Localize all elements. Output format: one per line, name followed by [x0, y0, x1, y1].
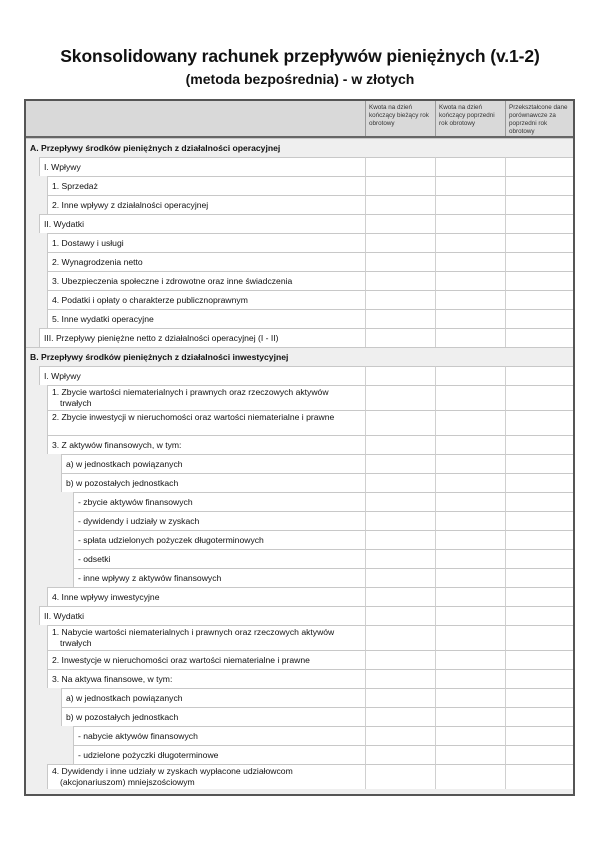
restated-value-cell[interactable]: [505, 587, 573, 606]
restated-value-cell[interactable]: [505, 454, 573, 473]
restated-value-cell[interactable]: [505, 669, 573, 688]
row-label-text: 2. Zbycie inwestycji w nieruchomości oraz wartości niematerialne i prawne: [52, 412, 335, 422]
current-year-value-cell[interactable]: [365, 271, 435, 290]
document-subtitle: (metoda bezpośrednia) - w złotych: [185, 71, 415, 87]
row-label-text: b) w pozostałych jednostkach: [66, 478, 179, 488]
current-year-value-cell[interactable]: [365, 309, 435, 328]
previous-year-value-cell[interactable]: [435, 454, 505, 473]
restated-value-cell[interactable]: [505, 410, 573, 435]
table-row: [26, 214, 573, 233]
previous-year-value-cell[interactable]: [435, 625, 505, 650]
row-label-text: - spłata udzielonych pożyczek długoterminowych: [78, 535, 264, 545]
table-row: [26, 764, 573, 789]
previous-year-value-cell[interactable]: [435, 176, 505, 195]
current-year-value-cell[interactable]: [365, 530, 435, 549]
current-year-value-cell[interactable]: [365, 650, 435, 669]
previous-year-value-cell[interactable]: [435, 568, 505, 587]
row-label-text: 4. Podatki i opłaty o charakterze publicznoprawnym: [52, 295, 248, 305]
row-label: [73, 568, 365, 587]
row-label: [47, 233, 365, 252]
row-label-text: II. Wydatki: [44, 219, 85, 229]
current-year-value-cell[interactable]: [365, 473, 435, 492]
table-row: [26, 271, 573, 290]
table-header: [26, 101, 573, 138]
row-label: [61, 473, 365, 492]
restated-value-cell[interactable]: [505, 650, 573, 669]
current-year-value-cell[interactable]: [365, 707, 435, 726]
previous-year-value-cell[interactable]: [435, 726, 505, 745]
table-row: [26, 568, 573, 587]
previous-year-value-cell[interactable]: [435, 511, 505, 530]
previous-year-value-cell[interactable]: [435, 688, 505, 707]
restated-value-cell[interactable]: [505, 473, 573, 492]
row-label: [47, 252, 365, 271]
cash-flow-table: [24, 99, 575, 796]
restated-value-cell[interactable]: [505, 214, 573, 233]
row-label-text: 1. Zbycie wartości niematerialnych i prawnych oraz rzeczowych aktywów trwałych: [52, 387, 329, 408]
table-row: [26, 606, 573, 625]
current-year-value-cell[interactable]: [365, 492, 435, 511]
table-row: [26, 625, 573, 650]
restated-value-cell[interactable]: [505, 271, 573, 290]
table-row: [26, 745, 573, 764]
table-row: [26, 688, 573, 707]
previous-year-value-cell[interactable]: [435, 366, 505, 385]
restated-value-cell[interactable]: [505, 707, 573, 726]
restated-value-cell[interactable]: [505, 328, 573, 347]
restated-value-cell[interactable]: [505, 233, 573, 252]
restated-value-cell[interactable]: [505, 568, 573, 587]
table-row: [26, 157, 573, 176]
table-row: [26, 650, 573, 669]
restated-value-cell[interactable]: [505, 385, 573, 410]
current-year-value-cell[interactable]: [365, 214, 435, 233]
current-year-value-cell[interactable]: [365, 726, 435, 745]
column-header-current-year: Kwota na dzień kończący bieżący rok obrotowy: [365, 101, 435, 136]
section-row: [26, 347, 573, 366]
previous-year-value-cell[interactable]: [435, 473, 505, 492]
restated-value-cell[interactable]: [505, 549, 573, 568]
current-year-value-cell[interactable]: [365, 669, 435, 688]
table-row: [26, 309, 573, 328]
table-row: [26, 530, 573, 549]
restated-value-cell[interactable]: [505, 157, 573, 176]
restated-value-cell[interactable]: [505, 511, 573, 530]
row-label-text: 1. Dostawy i usługi: [52, 238, 124, 248]
current-year-value-cell: [365, 138, 435, 157]
row-label-text: I. Wpływy: [44, 162, 81, 172]
current-year-value-cell[interactable]: [365, 252, 435, 271]
current-year-value-cell[interactable]: [365, 745, 435, 764]
table-row: [26, 511, 573, 530]
table-row: [26, 454, 573, 473]
restated-value-cell[interactable]: [505, 195, 573, 214]
previous-year-value-cell: [435, 347, 505, 366]
row-label: [47, 650, 365, 669]
previous-year-value-cell[interactable]: [435, 157, 505, 176]
table-row: [26, 549, 573, 568]
previous-year-value-cell[interactable]: [435, 707, 505, 726]
table-row: [26, 726, 573, 745]
restated-value-cell[interactable]: [505, 745, 573, 764]
row-label: [73, 745, 365, 764]
column-header-restated-data: Przekształcone dane porównawcze za poprzedni rok obrotowy: [505, 101, 573, 136]
table-row: [26, 435, 573, 454]
current-year-value-cell[interactable]: [365, 435, 435, 454]
current-year-value-cell[interactable]: [365, 233, 435, 252]
restated-value-cell[interactable]: [505, 606, 573, 625]
row-label-text: 3. Ubezpieczenia społeczne i zdrowotne oraz inne świadczenia: [52, 276, 293, 286]
table-row: [26, 328, 573, 347]
table-row: [26, 707, 573, 726]
table-row: [26, 233, 573, 252]
previous-year-value-cell[interactable]: [435, 214, 505, 233]
row-label: [73, 549, 365, 568]
table-row: [26, 473, 573, 492]
row-label-text: - zbycie aktywów finansowych: [78, 497, 193, 507]
row-label-text: 4. Dywidendy i inne udziały w zyskach wypłacone udziałowcom (akcjonariuszom) mniejszościowym: [52, 766, 293, 787]
row-label: [47, 271, 365, 290]
previous-year-value-cell[interactable]: [435, 271, 505, 290]
table-row: [26, 252, 573, 271]
previous-year-value-cell[interactable]: [435, 764, 505, 789]
row-label-text: 5. Inne wydatki operacyjne: [52, 314, 154, 324]
restated-value-cell[interactable]: [505, 726, 573, 745]
column-header-previous-year: Kwota na dzień kończący poprzedni rok obrotowy: [435, 101, 505, 136]
row-label-text: 1. Sprzedaż: [52, 181, 98, 191]
current-year-value-cell[interactable]: [365, 454, 435, 473]
table-row: [26, 195, 573, 214]
restated-value-cell: [505, 347, 573, 366]
previous-year-value-cell[interactable]: [435, 435, 505, 454]
row-label-text: I. Wpływy: [44, 371, 81, 381]
restated-value-cell[interactable]: [505, 309, 573, 328]
previous-year-value-cell[interactable]: [435, 309, 505, 328]
row-label: [61, 454, 365, 473]
row-label-text: III. Przepływy pieniężne netto z działalności operacyjnej (I - II): [44, 333, 279, 343]
row-label: [47, 385, 365, 410]
table-row: [26, 385, 573, 410]
current-year-value-cell[interactable]: [365, 290, 435, 309]
previous-year-value-cell[interactable]: [435, 290, 505, 309]
row-label: [61, 707, 365, 726]
row-label-text: - dywidendy i udziały w zyskach: [78, 516, 200, 526]
row-label: [47, 176, 365, 195]
row-label-text: b) w pozostałych jednostkach: [66, 712, 179, 722]
current-year-value-cell: [365, 347, 435, 366]
row-label: [47, 587, 365, 606]
row-label-text: 2. Inwestycje w nieruchomości oraz wartości niematerialne i prawne: [52, 655, 310, 665]
current-year-value-cell[interactable]: [365, 511, 435, 530]
current-year-value-cell[interactable]: [365, 606, 435, 625]
row-label: [73, 726, 365, 745]
current-year-value-cell[interactable]: [365, 385, 435, 410]
row-label-text: - odsetki: [78, 554, 111, 564]
previous-year-value-cell[interactable]: [435, 549, 505, 568]
previous-year-value-cell[interactable]: [435, 410, 505, 435]
row-label: [26, 138, 365, 157]
row-label: [47, 435, 365, 454]
row-label-text: - udzielone pożyczki długoterminowe: [78, 750, 219, 760]
current-year-value-cell[interactable]: [365, 764, 435, 789]
current-year-value-cell[interactable]: [365, 568, 435, 587]
previous-year-value-cell[interactable]: [435, 492, 505, 511]
current-year-value-cell[interactable]: [365, 625, 435, 650]
current-year-value-cell[interactable]: [365, 176, 435, 195]
previous-year-value-cell[interactable]: [435, 233, 505, 252]
current-year-value-cell[interactable]: [365, 410, 435, 435]
row-label: [61, 688, 365, 707]
current-year-value-cell[interactable]: [365, 549, 435, 568]
row-label-text: 1. Nabycie wartości niematerialnych i prawnych oraz rzeczowych aktywów trwałych: [52, 627, 335, 648]
document-title: Skonsolidowany rachunek przepływów pieniężnych (v.1-2): [60, 46, 540, 66]
row-label: [47, 669, 365, 688]
restated-value-cell[interactable]: [505, 252, 573, 271]
row-label: [47, 309, 365, 328]
section-row: [26, 138, 573, 157]
current-year-value-cell[interactable]: [365, 328, 435, 347]
table-row: [26, 290, 573, 309]
row-label-text: 3. Z aktywów finansowych, w tym:: [52, 440, 182, 450]
restated-value-cell[interactable]: [505, 492, 573, 511]
previous-year-value-cell[interactable]: [435, 606, 505, 625]
previous-year-value-cell[interactable]: [435, 669, 505, 688]
row-label: [47, 290, 365, 309]
restated-value-cell[interactable]: [505, 366, 573, 385]
row-label: [73, 530, 365, 549]
previous-year-value-cell[interactable]: [435, 650, 505, 669]
row-label-text: - inne wpływy z aktywów finansowych: [78, 573, 222, 583]
row-label: [39, 214, 365, 233]
restated-value-cell[interactable]: [505, 764, 573, 789]
row-label: [39, 366, 365, 385]
row-label: [47, 195, 365, 214]
row-label-text: 2. Inne wpływy z działalności operacyjnej: [52, 200, 209, 210]
previous-year-value-cell[interactable]: [435, 530, 505, 549]
restated-value-cell[interactable]: [505, 290, 573, 309]
row-label-text: - nabycie aktywów finansowych: [78, 731, 198, 741]
current-year-value-cell[interactable]: [365, 366, 435, 385]
previous-year-value-cell[interactable]: [435, 745, 505, 764]
table-row: [26, 366, 573, 385]
previous-year-value-cell[interactable]: [435, 328, 505, 347]
table-row: [26, 410, 573, 435]
restated-value-cell[interactable]: [505, 688, 573, 707]
previous-year-value-cell[interactable]: [435, 385, 505, 410]
row-label-text: B. Przepływy środków pieniężnych z działalności inwestycyjnej: [30, 352, 289, 362]
previous-year-value-cell: [435, 138, 505, 157]
current-year-value-cell[interactable]: [365, 195, 435, 214]
previous-year-value-cell[interactable]: [435, 195, 505, 214]
table-row: [26, 176, 573, 195]
row-label-text: 2. Wynagrodzenia netto: [52, 257, 143, 267]
row-label: [73, 492, 365, 511]
restated-value-cell[interactable]: [505, 530, 573, 549]
table-row: [26, 587, 573, 606]
row-label: [39, 328, 365, 347]
row-label: [39, 157, 365, 176]
restated-value-cell: [505, 138, 573, 157]
row-label: [47, 410, 365, 435]
restated-value-cell[interactable]: [505, 176, 573, 195]
current-year-value-cell[interactable]: [365, 157, 435, 176]
table-row: [26, 492, 573, 511]
row-label: [26, 347, 365, 366]
row-label-text: A. Przepływy środków pieniężnych z działalności operacyjnej: [30, 143, 281, 153]
row-label-text: a) w jednostkach powiązanych: [66, 693, 183, 703]
row-label-text: a) w jednostkach powiązanych: [66, 459, 183, 469]
row-label: [73, 511, 365, 530]
row-label-text: 4. Inne wpływy inwestycyjne: [52, 592, 160, 602]
row-label: [47, 764, 365, 789]
row-label-text: II. Wydatki: [44, 611, 85, 621]
previous-year-value-cell[interactable]: [435, 587, 505, 606]
restated-value-cell[interactable]: [505, 435, 573, 454]
row-label-text: 3. Na aktywa finansowe, w tym:: [52, 674, 173, 684]
current-year-value-cell[interactable]: [365, 688, 435, 707]
row-label: [39, 606, 365, 625]
previous-year-value-cell[interactable]: [435, 252, 505, 271]
row-label: [47, 625, 365, 650]
current-year-value-cell[interactable]: [365, 587, 435, 606]
restated-value-cell[interactable]: [505, 625, 573, 650]
table-row: [26, 669, 573, 688]
